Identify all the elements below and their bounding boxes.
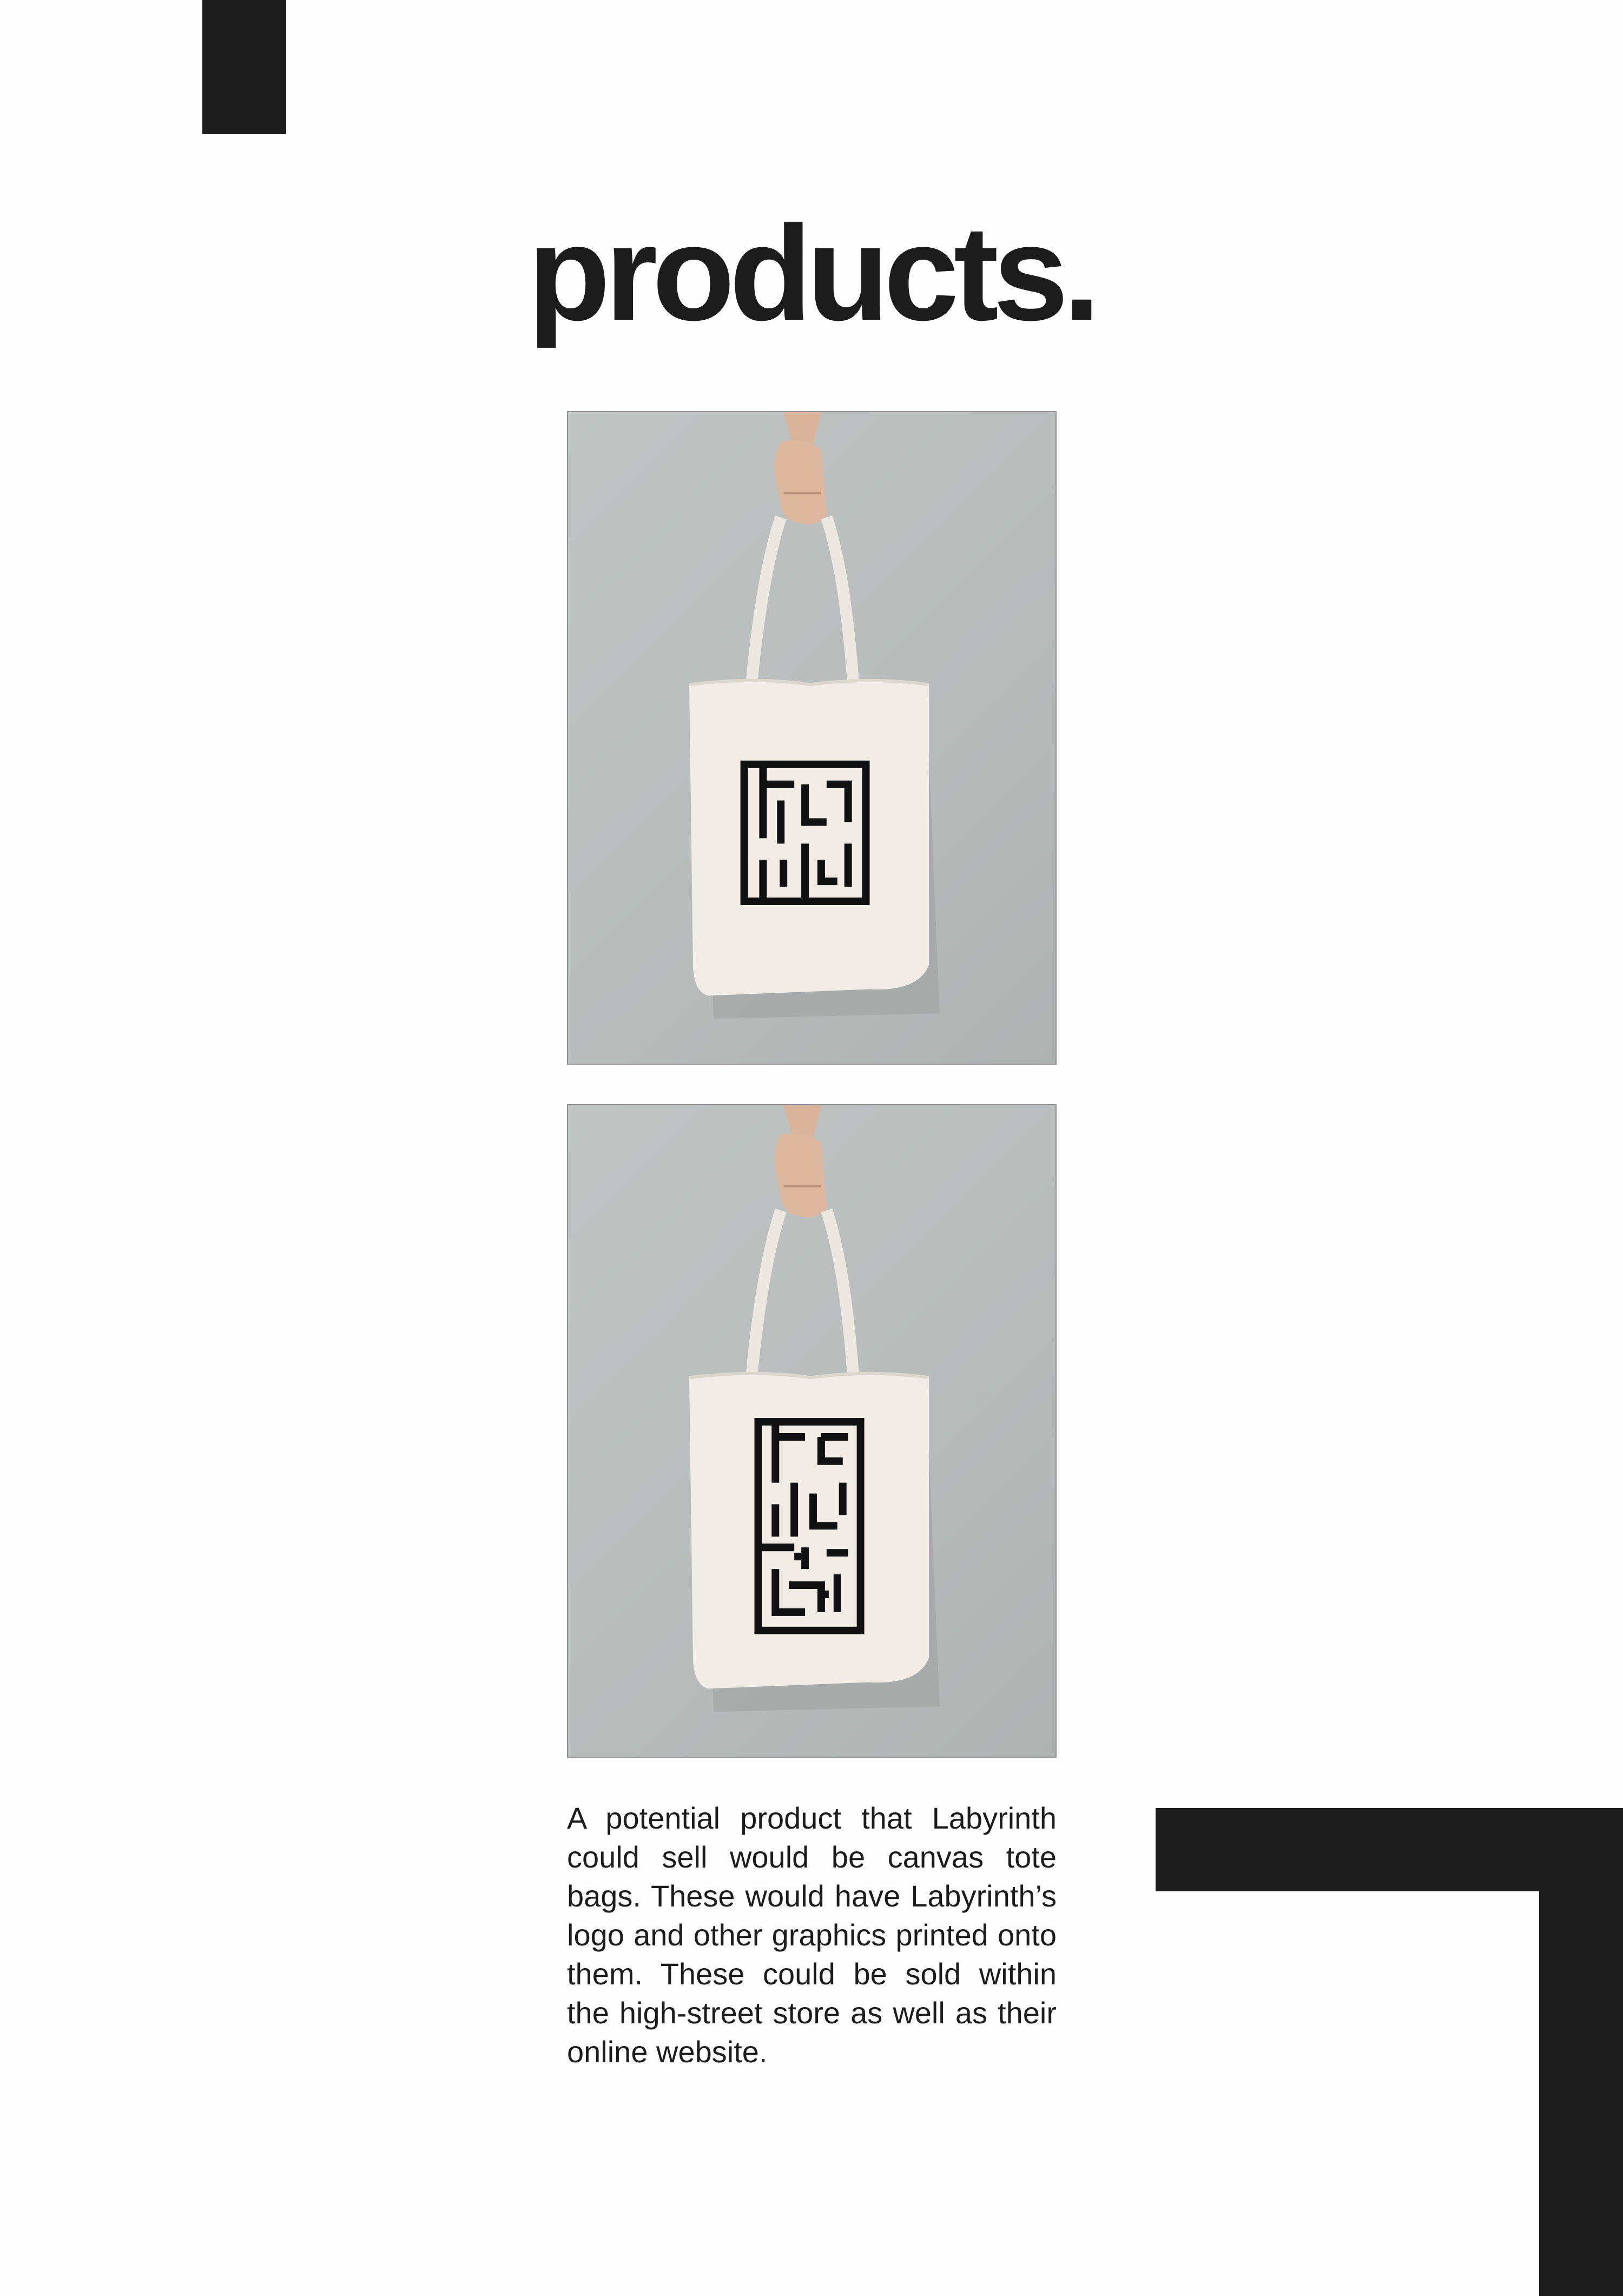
page-title: products. [527,197,1096,348]
corner-bar-top [202,0,286,134]
corner-bracket-vertical [1539,1808,1623,2296]
tote-bag-photo-2 [567,1104,1057,1758]
tote-bag-icon [568,1105,1055,1757]
tote-bag-icon [568,412,1055,1064]
product-description: A potential product that Labyrinth could sell would be canvas tote bags. These would have Labyrinth’s logo and other graphics printed onto them. These could be sold within the high-street store as well as their online website. [567,1801,1057,2069]
tote-bag-photo-1 [567,411,1057,1065]
